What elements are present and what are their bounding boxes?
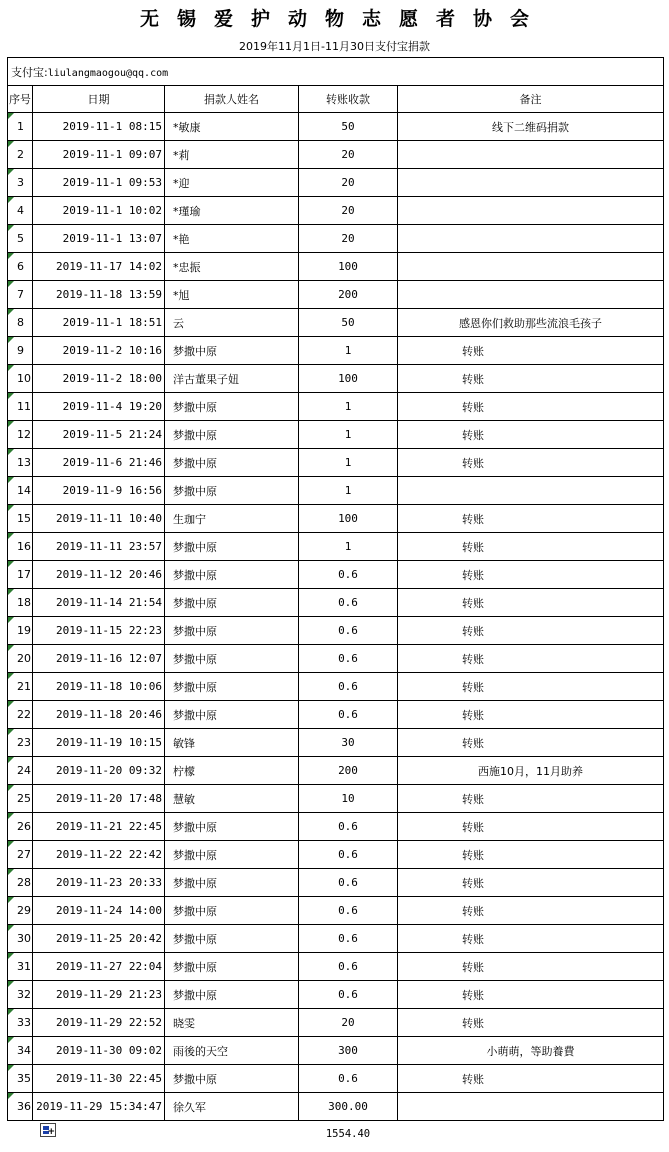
row-seq: 31 — [8, 953, 33, 981]
row-name: 生珈宁 — [165, 505, 299, 533]
row-note: 转账 — [398, 589, 664, 617]
row-seq: 15 — [8, 505, 33, 533]
table-row — [8, 141, 664, 169]
row-amount: 0.6 — [299, 953, 398, 981]
row-seq: 32 — [8, 981, 33, 1009]
row-note: 转账 — [398, 365, 664, 393]
row-seq: 34 — [8, 1037, 33, 1065]
table-row — [8, 1065, 664, 1093]
table-row — [8, 253, 664, 281]
table-row — [8, 113, 664, 141]
row-date: 2019-11-1 08:15 — [33, 113, 165, 141]
alipay-account-row — [8, 58, 664, 86]
row-name: 梦撒中原 — [165, 813, 299, 841]
table-row — [8, 449, 664, 477]
row-note: 转账 — [398, 673, 664, 701]
row-note: 转账 — [398, 533, 664, 561]
row-note: 线下二维码捐款 — [398, 113, 664, 141]
table-row — [8, 953, 664, 981]
row-name: *旭 — [165, 281, 299, 309]
row-name: 柠檬 — [165, 757, 299, 785]
table-row — [8, 925, 664, 953]
row-date: 2019-11-24 14:00 — [33, 897, 165, 925]
row-seq: 28 — [8, 869, 33, 897]
row-date: 2019-11-27 22:04 — [33, 953, 165, 981]
row-name: *敏康 — [165, 113, 299, 141]
table-row — [8, 673, 664, 701]
table-row — [8, 729, 664, 757]
table-row — [8, 701, 664, 729]
row-note — [398, 169, 664, 197]
row-seq: 29 — [8, 897, 33, 925]
row-amount: 0.6 — [299, 813, 398, 841]
row-seq: 6 — [8, 253, 33, 281]
row-name: 梦撒中原 — [165, 953, 299, 981]
row-name: 梦撒中原 — [165, 1065, 299, 1093]
alipay-account: liulangmaogou@qq.com — [47, 67, 169, 79]
row-amount: 0.6 — [299, 897, 398, 925]
row-date: 2019-11-12 20:46 — [33, 561, 165, 589]
row-date: 2019-11-2 18:00 — [33, 365, 165, 393]
table-row — [8, 1037, 664, 1065]
row-seq: 1 — [8, 113, 33, 141]
table-row — [8, 841, 664, 869]
row-name: 洋古董果子妞 — [165, 365, 299, 393]
row-note: 转账 — [398, 421, 664, 449]
row-seq: 16 — [8, 533, 33, 561]
header-note: 备注 — [398, 86, 664, 113]
row-seq: 27 — [8, 841, 33, 869]
row-date: 2019-11-1 09:07 — [33, 141, 165, 169]
row-date: 2019-11-29 21:23 — [33, 981, 165, 1009]
row-amount: 300 — [299, 1037, 398, 1065]
row-date: 2019-11-21 22:45 — [33, 813, 165, 841]
row-amount: 30 — [299, 729, 398, 757]
row-amount: 20 — [299, 197, 398, 225]
row-seq: 14 — [8, 477, 33, 505]
row-seq: 21 — [8, 673, 33, 701]
row-date: 2019-11-14 21:54 — [33, 589, 165, 617]
row-seq: 13 — [8, 449, 33, 477]
row-amount: 0.6 — [299, 673, 398, 701]
row-name: 梦撒中原 — [165, 841, 299, 869]
row-seq: 22 — [8, 701, 33, 729]
row-name: 梦撒中原 — [165, 645, 299, 673]
row-seq: 12 — [8, 421, 33, 449]
row-name: 云 — [165, 309, 299, 337]
table-row — [8, 393, 664, 421]
row-amount: 1 — [299, 477, 398, 505]
table-row — [8, 533, 664, 561]
table-row — [8, 617, 664, 645]
table-row — [8, 337, 664, 365]
row-amount: 10 — [299, 785, 398, 813]
row-date: 2019-11-29 22:52 — [33, 1009, 165, 1037]
row-seq: 25 — [8, 785, 33, 813]
row-date: 2019-11-30 09:02 — [33, 1037, 165, 1065]
row-date: 2019-11-20 17:48 — [33, 785, 165, 813]
row-note — [398, 225, 664, 253]
row-date: 2019-11-25 20:42 — [33, 925, 165, 953]
row-date: 2019-11-6 21:46 — [33, 449, 165, 477]
row-date: 2019-11-19 10:15 — [33, 729, 165, 757]
row-name: 梦撒中原 — [165, 869, 299, 897]
row-name: 梦撒中原 — [165, 897, 299, 925]
row-note: 转账 — [398, 729, 664, 757]
row-name: 梦撒中原 — [165, 449, 299, 477]
row-amount: 50 — [299, 309, 398, 337]
row-note — [398, 477, 664, 505]
row-amount: 100 — [299, 253, 398, 281]
row-seq: 2 — [8, 141, 33, 169]
row-name: 梦撒中原 — [165, 617, 299, 645]
row-seq: 30 — [8, 925, 33, 953]
table-row — [8, 1009, 664, 1037]
row-name: 梦撒中原 — [165, 981, 299, 1009]
row-amount: 20 — [299, 141, 398, 169]
row-name: 徐久军 — [165, 1093, 299, 1121]
row-seq: 9 — [8, 337, 33, 365]
row-amount: 1 — [299, 337, 398, 365]
row-seq: 10 — [8, 365, 33, 393]
donation-table — [7, 57, 664, 1121]
row-date: 2019-11-15 22:23 — [33, 617, 165, 645]
table-row — [8, 281, 664, 309]
row-amount: 100 — [299, 365, 398, 393]
add-sheet-icon[interactable]: + — [40, 1123, 56, 1137]
row-date: 2019-11-1 10:02 — [33, 197, 165, 225]
row-name: 梦撒中原 — [165, 533, 299, 561]
row-seq: 26 — [8, 813, 33, 841]
row-seq: 36 — [8, 1093, 33, 1121]
row-note: 转账 — [398, 869, 664, 897]
row-date: 2019-11-1 13:07 — [33, 225, 165, 253]
row-name: *艳 — [165, 225, 299, 253]
row-note: 转账 — [398, 897, 664, 925]
row-seq: 33 — [8, 1009, 33, 1037]
table-row — [8, 197, 664, 225]
table-row — [8, 785, 664, 813]
row-note: 转账 — [398, 393, 664, 421]
row-amount: 0.6 — [299, 841, 398, 869]
page-subtitle: 2019年11月1日-11月30日支付宝捐款 — [239, 40, 430, 53]
total-amount: 1554.40 — [325, 1128, 371, 1140]
table-row — [8, 897, 664, 925]
row-name: 梦撒中原 — [165, 337, 299, 365]
row-amount: 20 — [299, 169, 398, 197]
row-amount: 1 — [299, 393, 398, 421]
row-amount: 0.6 — [299, 925, 398, 953]
row-note: 转账 — [398, 813, 664, 841]
row-name: *忠振 — [165, 253, 299, 281]
table-row — [8, 589, 664, 617]
row-date: 2019-11-29 15:34:47 — [33, 1093, 165, 1121]
row-note: 转账 — [398, 561, 664, 589]
row-seq: 3 — [8, 169, 33, 197]
row-note: 转账 — [398, 841, 664, 869]
table-row — [8, 813, 664, 841]
row-date: 2019-11-1 18:51 — [33, 309, 165, 337]
row-seq: 4 — [8, 197, 33, 225]
row-date: 2019-11-5 21:24 — [33, 421, 165, 449]
table-row — [8, 1093, 664, 1121]
row-name: 梦撒中原 — [165, 925, 299, 953]
row-name: 慧敏 — [165, 785, 299, 813]
header-row — [8, 86, 664, 113]
table-row — [8, 309, 664, 337]
row-name: 梦撒中原 — [165, 673, 299, 701]
row-date: 2019-11-30 22:45 — [33, 1065, 165, 1093]
row-name: 晓雯 — [165, 1009, 299, 1037]
header-name: 捐款人姓名 — [165, 86, 299, 113]
row-note: 转账 — [398, 953, 664, 981]
row-seq: 11 — [8, 393, 33, 421]
row-note — [398, 281, 664, 309]
row-amount: 0.6 — [299, 645, 398, 673]
row-date: 2019-11-18 10:06 — [33, 673, 165, 701]
header-seq: 序号 — [8, 86, 33, 113]
row-amount: 0.6 — [299, 701, 398, 729]
table-row — [8, 505, 664, 533]
row-note: 转账 — [398, 981, 664, 1009]
row-amount: 0.6 — [299, 981, 398, 1009]
row-seq: 7 — [8, 281, 33, 309]
row-name: *瑾瑜 — [165, 197, 299, 225]
row-amount: 100 — [299, 505, 398, 533]
alipay-account-cell — [8, 58, 664, 86]
table-row — [8, 477, 664, 505]
table-row — [8, 225, 664, 253]
row-date: 2019-11-2 10:16 — [33, 337, 165, 365]
table-row — [8, 981, 664, 1009]
row-note: 转账 — [398, 1009, 664, 1037]
row-name: 敏锋 — [165, 729, 299, 757]
table-row — [8, 561, 664, 589]
row-date: 2019-11-17 14:02 — [33, 253, 165, 281]
row-amount: 1 — [299, 533, 398, 561]
row-note: 转账 — [398, 1065, 664, 1093]
row-name: *莉 — [165, 141, 299, 169]
row-note — [398, 197, 664, 225]
row-amount: 200 — [299, 757, 398, 785]
row-note: 转账 — [398, 505, 664, 533]
header-amount: 转账收款 — [299, 86, 398, 113]
row-note: 转账 — [398, 337, 664, 365]
row-seq: 17 — [8, 561, 33, 589]
row-name: 梦撒中原 — [165, 561, 299, 589]
row-amount: 300.00 — [299, 1093, 398, 1121]
row-seq: 24 — [8, 757, 33, 785]
row-date: 2019-11-22 22:42 — [33, 841, 165, 869]
row-amount: 20 — [299, 225, 398, 253]
page-title: 无锡爱护动物志愿者协会 — [139, 8, 547, 30]
row-date: 2019-11-18 13:59 — [33, 281, 165, 309]
row-name: 梦撒中原 — [165, 701, 299, 729]
header-date: 日期 — [33, 86, 165, 113]
row-note: 转账 — [398, 785, 664, 813]
table-row — [8, 757, 664, 785]
row-date: 2019-11-11 10:40 — [33, 505, 165, 533]
row-name: 雨後的天空 — [165, 1037, 299, 1065]
row-name: 梦撒中原 — [165, 477, 299, 505]
row-name: 梦撒中原 — [165, 393, 299, 421]
row-amount: 0.6 — [299, 1065, 398, 1093]
row-date: 2019-11-16 12:07 — [33, 645, 165, 673]
row-amount: 1 — [299, 449, 398, 477]
row-date: 2019-11-18 20:46 — [33, 701, 165, 729]
row-note: 转账 — [398, 701, 664, 729]
row-note: 转账 — [398, 925, 664, 953]
row-note: 小萌萌，等助養費 — [398, 1037, 664, 1065]
row-note — [398, 253, 664, 281]
row-date: 2019-11-1 09:53 — [33, 169, 165, 197]
row-note: 感恩你们救助那些流浪毛孩子 — [398, 309, 664, 337]
row-date: 2019-11-20 09:32 — [33, 757, 165, 785]
table-row — [8, 869, 664, 897]
row-seq: 8 — [8, 309, 33, 337]
row-amount: 0.6 — [299, 617, 398, 645]
row-note: 转账 — [398, 645, 664, 673]
alipay-label: 支付宝: — [11, 65, 48, 79]
row-amount: 50 — [299, 113, 398, 141]
row-amount: 0.6 — [299, 561, 398, 589]
row-seq: 23 — [8, 729, 33, 757]
row-note — [398, 141, 664, 169]
table-row — [8, 365, 664, 393]
row-date: 2019-11-23 20:33 — [33, 869, 165, 897]
row-seq: 35 — [8, 1065, 33, 1093]
row-amount: 0.6 — [299, 589, 398, 617]
row-seq: 5 — [8, 225, 33, 253]
row-amount: 0.6 — [299, 869, 398, 897]
row-name: 梦撒中原 — [165, 589, 299, 617]
row-amount: 1 — [299, 421, 398, 449]
row-amount: 200 — [299, 281, 398, 309]
row-name: 梦撒中原 — [165, 421, 299, 449]
row-date: 2019-11-9 16:56 — [33, 477, 165, 505]
row-note: 转账 — [398, 449, 664, 477]
row-seq: 19 — [8, 617, 33, 645]
table-row — [8, 169, 664, 197]
row-seq: 20 — [8, 645, 33, 673]
row-note: 西施10月，11月助养 — [398, 757, 664, 785]
table-row — [8, 645, 664, 673]
row-amount: 20 — [299, 1009, 398, 1037]
row-note — [398, 1093, 664, 1121]
row-date: 2019-11-11 23:57 — [33, 533, 165, 561]
row-note: 转账 — [398, 617, 664, 645]
row-name: *迎 — [165, 169, 299, 197]
row-date: 2019-11-4 19:20 — [33, 393, 165, 421]
row-seq: 18 — [8, 589, 33, 617]
table-row — [8, 421, 664, 449]
